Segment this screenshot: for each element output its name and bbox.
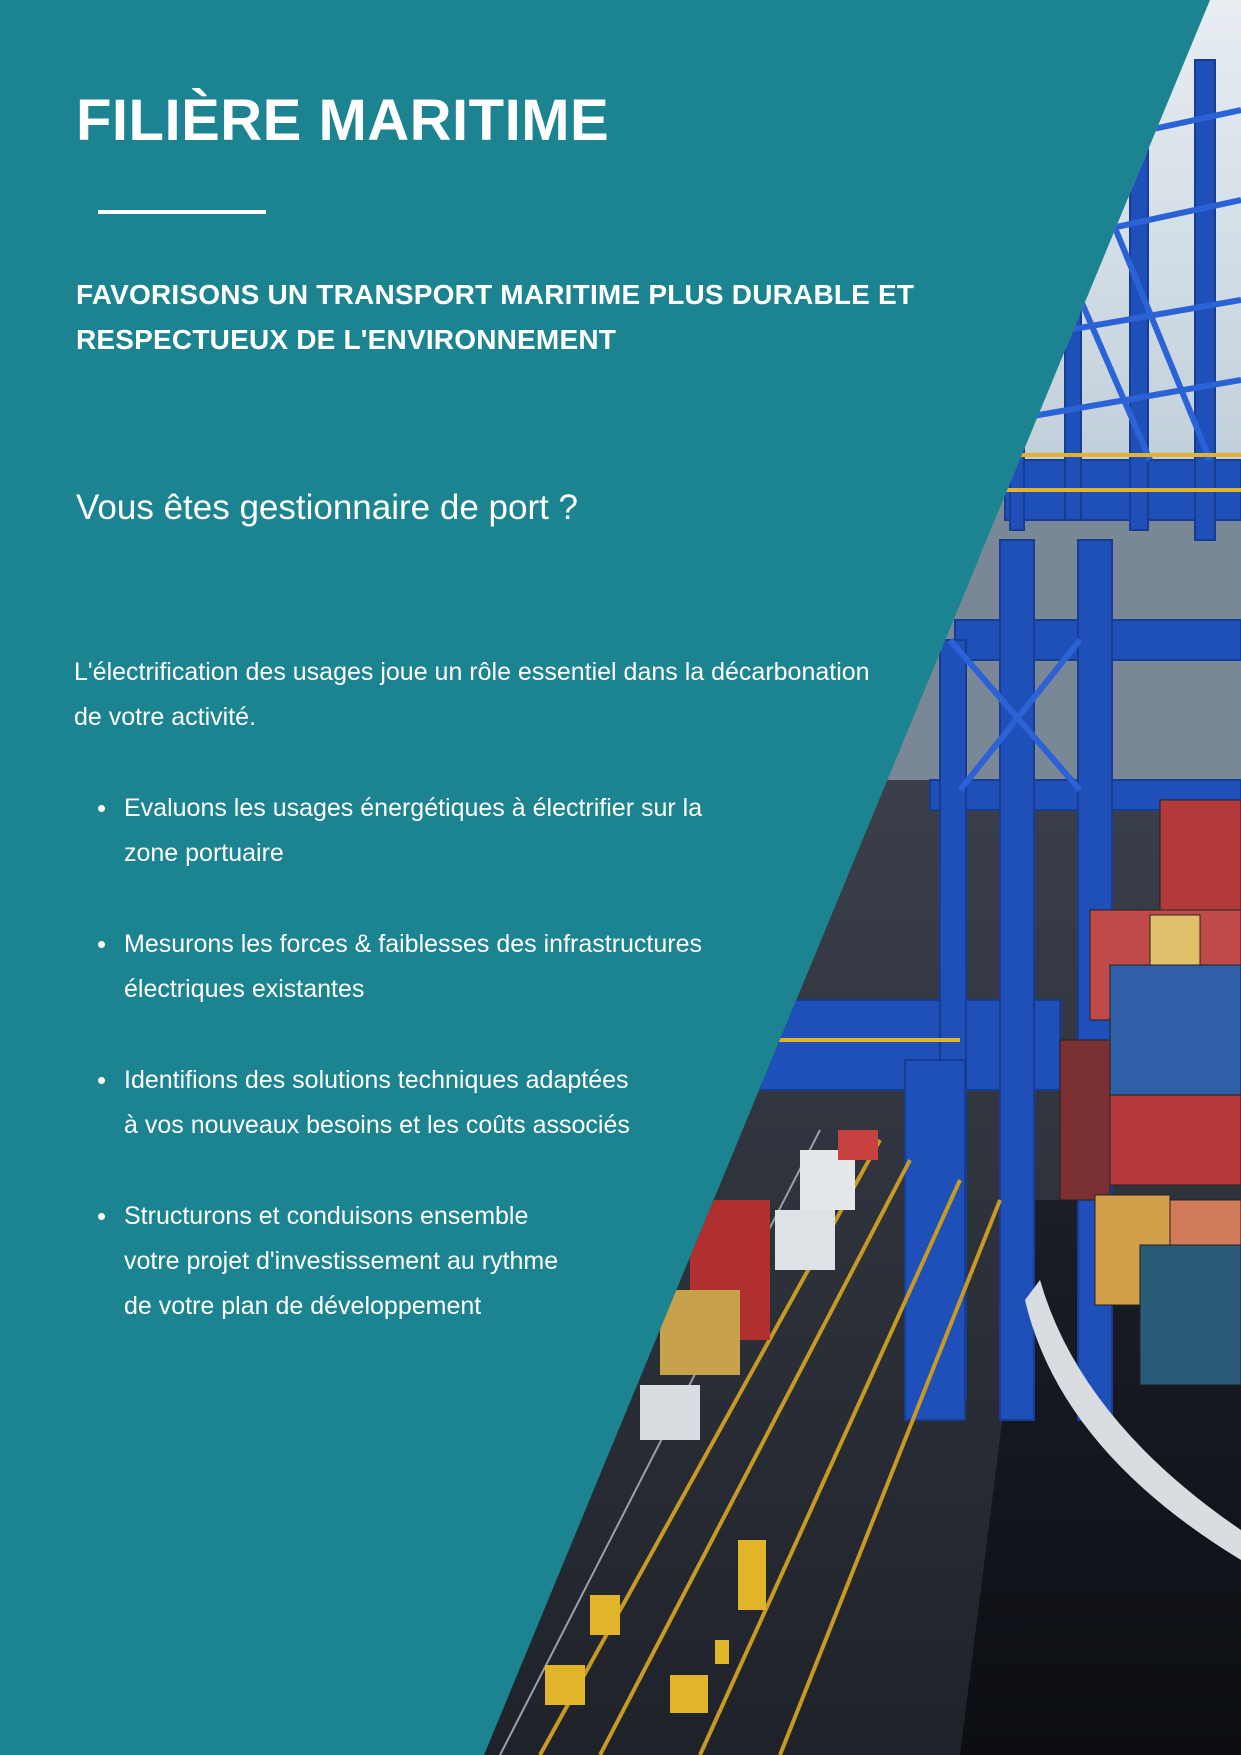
- bullet-icon: [98, 1077, 105, 1084]
- bullet-icon: [98, 941, 105, 948]
- list-item-text: Structurons et conduisons ensemble votre projet d'investissement au rythme de votre plan de développement: [124, 1202, 559, 1320]
- title-underline: [98, 210, 266, 214]
- page-title: FILIÈRE MARITIME: [76, 88, 610, 153]
- bullet-icon: [98, 1213, 105, 1220]
- list-item-text: Mesurons les forces & faiblesses des infrastructures électriques existantes: [124, 930, 703, 1003]
- subtitle: FAVORISONS UN TRANSPORT MARITIME PLUS DURABLE ET RESPECTUEUX DE L'ENVIRONNEMENT: [76, 279, 915, 355]
- bullet-icon: [98, 805, 105, 812]
- question-heading: Vous êtes gestionnaire de port ?: [76, 488, 579, 527]
- list-item-text: Evaluons les usages énergétiques à électrifier sur la zone portuaire: [124, 794, 703, 867]
- intro-paragraph: L'électrification des usages joue un rôle essentiel dans la décarbonation de votre activité.: [74, 658, 870, 731]
- list-item-text: Identifions des solutions techniques adaptées à vos nouveaux besoins et les coûts associés: [124, 1066, 630, 1139]
